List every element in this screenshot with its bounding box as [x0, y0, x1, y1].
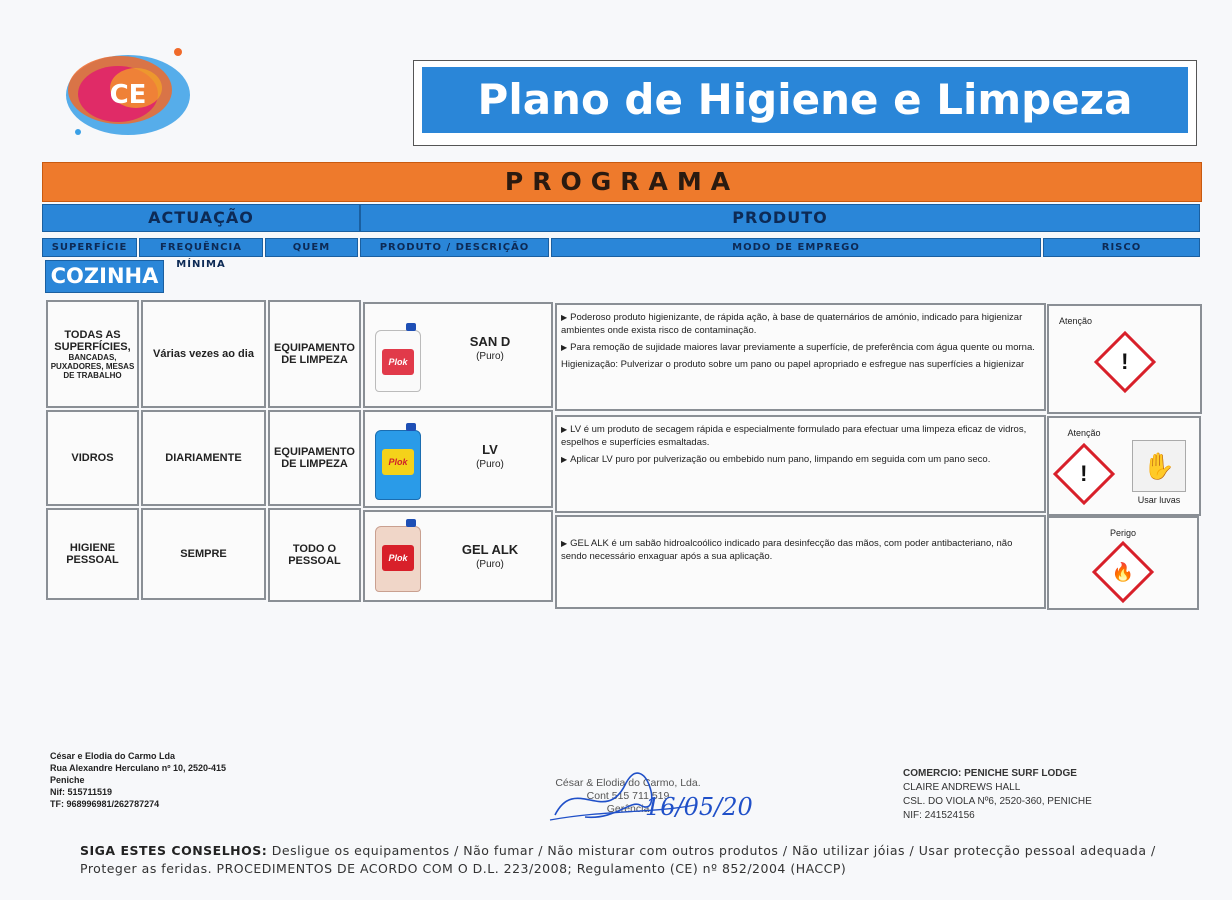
company-logo: [58, 40, 198, 150]
advice-label: SIGA ESTES CONSELHOS:: [80, 843, 268, 858]
row1-surface-text: TODAS AS SUPERFÍCIES,: [54, 328, 131, 353]
row1-who: EQUIPAMENTO DE LIMPEZA: [268, 300, 361, 408]
advice-body: Desligue os equipamentos / Não fumar / Não misturar com outros produtos / Não utilizar jóias / Usar protecção pessoal adequada / Proteger as feridas. PROCEDIMENTOS DE ACORDO COM O D.L. 223/2008; Regulamento (CE) nº 852/2004 (HACCP): [80, 843, 1156, 876]
row3-product-name: GEL ALK (Puro): [461, 542, 519, 570]
row3-risk: [1047, 516, 1199, 610]
row3-who: TODO O PESSOAL: [268, 508, 361, 602]
stamp-line3: Gerência: [606, 803, 650, 815]
page-title: Plano de Higiene e Limpeza: [422, 67, 1188, 133]
row2-gloves-label: Usar luvas: [1137, 495, 1181, 505]
flame-hazard-icon: 🔥: [1092, 541, 1154, 603]
signature-date: 16/05/20: [645, 793, 753, 821]
san-d-bottle-image: Plok: [375, 330, 421, 392]
company-right-name: CLAIRE ANDREWS HALL: [903, 782, 1021, 793]
row1-surface-sub: BANCADAS, PUXADORES, MESAS DE TRABALHO: [50, 352, 135, 380]
row2-who: EQUIPAMENTO DE LIMPEZA: [268, 410, 361, 506]
company-right-block: [903, 767, 1092, 823]
row3-mode: ▶ GEL ALK é um sabão hidroalcoólico indicado para desinfecção das mãos, com poder antibacteriano, não sendo necessário enxaguar após a sua aplicação.: [555, 515, 1046, 609]
row2-risk-label: Atenção: [1067, 428, 1101, 438]
company-right-title: COMERCIO: PENICHE SURF LODGE: [903, 768, 1077, 779]
row2-surface: VIDROS: [46, 410, 139, 506]
row3-mode-1: GEL ALK é um sabão hidroalcoólico indicado para desinfecção das mãos, com poder antibacteriano, não sendo necessário enxaguar após a sua aplicação.: [561, 538, 1013, 562]
programa-banner: PROGRAMA: [42, 162, 1202, 202]
row1-frequency: Várias vezes ao dia: [141, 300, 266, 408]
row3-risk-label: Perigo: [1109, 528, 1136, 538]
row1-mode-extra: Higienização: Pulverizar o produto sobre um pano ou papel apropriado e esfregue nas superfícies a higienizar: [561, 359, 1025, 370]
row3-product: [363, 510, 553, 602]
row1-mode-2: Para remoção de sujidade maiores lavar previamente a superfície, de preferência com água quente ou morna.: [570, 342, 1035, 353]
lv-bottle-image: Plok: [375, 430, 421, 500]
advice-text: [80, 842, 1190, 878]
row3-frequency: SEMPRE: [141, 508, 266, 600]
col-superficie: SUPERFÍCIE: [42, 238, 137, 257]
company-right-address: CSL. DO VIOLA Nº6, 2520-360, PENICHE: [903, 796, 1092, 807]
col-risco: RISCO: [1043, 238, 1200, 257]
company-left-city: Peniche: [50, 775, 85, 785]
row1-surface: [46, 300, 139, 408]
company-left-nif: Nif: 515711519: [50, 787, 113, 797]
col-quem: QUEM: [265, 238, 358, 257]
area-label: COZINHA: [45, 260, 164, 293]
row2-frequency: DIARIAMENTE: [141, 410, 266, 506]
row2-mode-2: Aplicar LV puro por pulverização ou embebido num pano, limpando em seguida com um pano seco.: [570, 454, 991, 465]
row1-product-name: SAN D (Puro): [469, 334, 511, 362]
col-produto: PRODUTO / DESCRIÇÃO: [360, 238, 549, 257]
company-left-tel: TF: 968996981/262787274: [50, 799, 160, 809]
gloves-icon: ✋: [1132, 440, 1186, 492]
signature-stamp: [545, 765, 785, 835]
stamp-line1: César & Elodia do Carmo, Lda.: [555, 777, 701, 789]
exclamation-hazard-icon: !: [1053, 443, 1115, 505]
stamp-line2: Cont 515 711 519: [586, 790, 670, 802]
row2-risk: [1047, 416, 1201, 516]
exclamation-hazard-icon: !: [1093, 331, 1155, 393]
row1-product: [363, 302, 553, 408]
section-actuacao: ACTUAÇÃO: [42, 204, 360, 232]
row1-risk-label: Atenção: [1059, 316, 1093, 326]
gel-alk-bottle-image: Plok: [375, 526, 421, 592]
title-box: [413, 60, 1197, 146]
row1-risk: [1047, 304, 1202, 414]
company-left-address: Rua Alexandre Herculano nº 10, 2520-415: [50, 763, 227, 773]
section-produto: PRODUTO: [360, 204, 1200, 232]
row2-mode: ▶ LV é um produto de secagem rápida e especialmente formulado para efectuar uma limpeza eficaz de vidros, espelhos e superfícies esmaltadas. ▶ Aplicar LV puro por pulverização ou embebido num pano, limpando em seguida com um pano seco.: [555, 415, 1046, 513]
company-left-block: [50, 750, 226, 810]
row3-surface: HIGIENE PESSOAL: [46, 508, 139, 600]
col-modo: MODO DE EMPREGO: [551, 238, 1041, 257]
row1-mode-1: Poderoso produto higienizante, de rápida ação, à base de quaternários de amónio, indicado para higienizar ambientes onde exista risco de contaminação.: [561, 312, 1023, 336]
row2-product: [363, 410, 553, 508]
col-frequencia: FREQUÊNCIA MÍNIMA: [139, 238, 263, 257]
row2-product-name: LV (Puro): [476, 442, 504, 470]
company-left-name: César e Elodia do Carmo Lda: [50, 751, 176, 761]
svg-text:CE: CE: [109, 80, 147, 110]
row1-mode: ▶ Poderoso produto higienizante, de rápida ação, à base de quaternários de amónio, indicado para higienizar ambientes onde exista risco de contaminação. ▶ Para remoção de sujidade maiores lavar previamente a superfície, de preferência com água quente ou morna. Higienização: Pulverizar o produto sobre um pano ou papel apropriado e esfregue nas superfícies a higienizar: [555, 303, 1046, 411]
company-right-nif: NIF: 241524156: [903, 810, 975, 821]
row2-mode-1: LV é um produto de secagem rápida e especialmente formulado para efectuar uma limpeza eficaz de vidros, espelhos e superfícies esmaltadas.: [561, 424, 1027, 448]
